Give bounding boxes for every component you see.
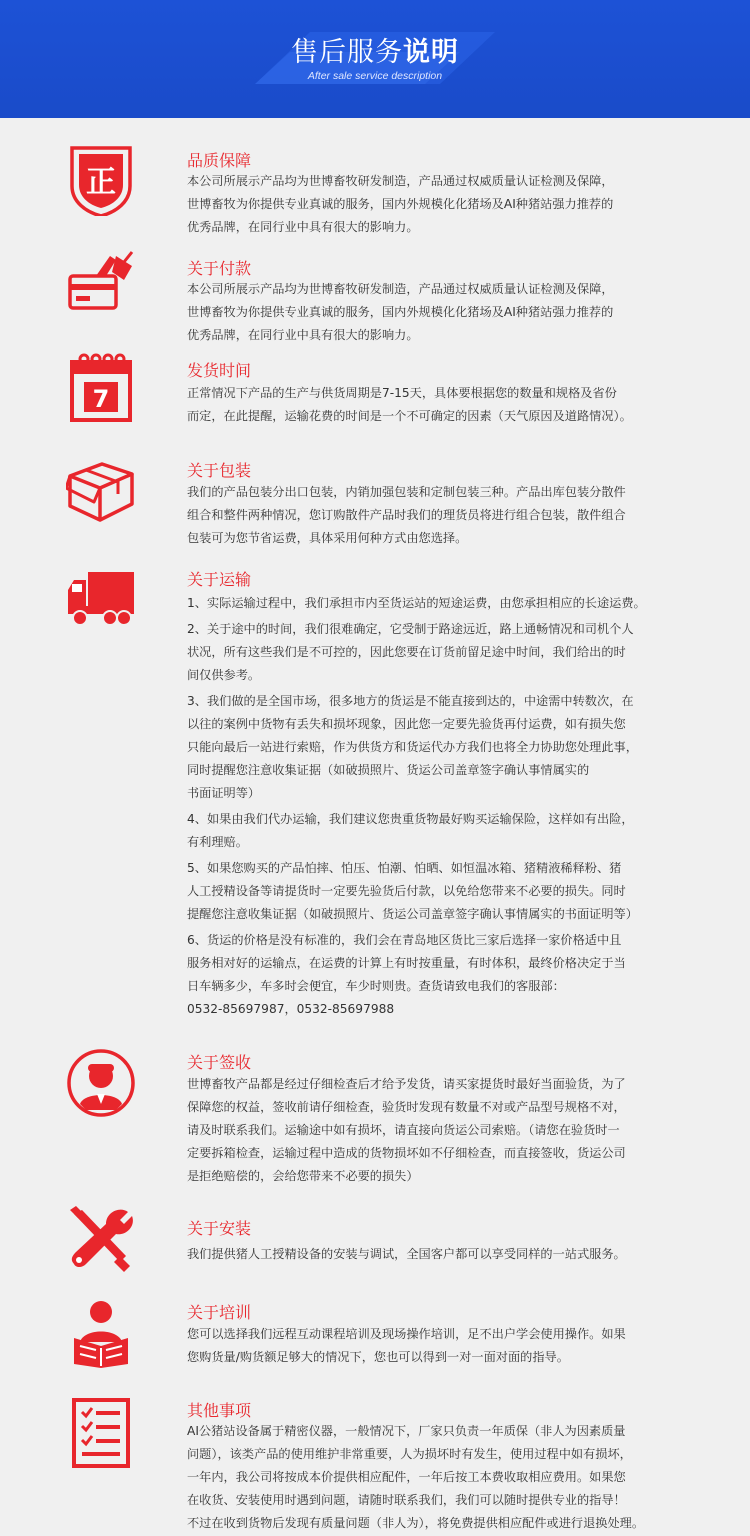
page-title: 售后服务说明	[291, 37, 459, 68]
package-box-icon	[66, 458, 136, 528]
reading-person-icon	[66, 1298, 136, 1368]
quality-shield-icon	[66, 146, 136, 216]
paragraph: 本公司所展示产品均为世博畜牧研发制造，产品通过权威质量认证检测及保障， 世博畜牧为你提供专业真诚的服务，国内外规模化化猪场及AI种猪站强力推荐的 优秀品牌，在同行业中具有很大的影响力。	[187, 282, 614, 342]
section-body	[187, 1073, 722, 1188]
section-title: 关于包装	[187, 461, 252, 480]
paragraph: 2、关于途中的时间，我们很难确定，它受制于路途远近，路上通畅情况和司机个人 状况，所有这些我们是不可控的，因此您要在订货前留足途中时间，我们给出的时 间仅供参考。	[187, 622, 634, 682]
paragraph: 6、货运的价格是没有标准的，我们会在青岛地区货比三家后选择一家价格适中且 服务相对好的运输点，在运费的计算上有时按重量，有时体积，最终价格决定于当 日车辆多少，车多时会便宜，车少时则贵。查货请致电我们的客服部： 0532-85697987，0532-85697988	[187, 933, 626, 1016]
paragraph: 3、我们做的是全国市场，很多地方的货运是不能直接到达的，中途需中转数次，在 以往的案例中货物有丢失和损坏现象，因此您一定要先验货再付运费，如有损失您 只能向最后一站进行索赔，作为供货方和货运代办方我们也将全力协助您处理此事， 同时提醒您注意收集证据（如破损照片、货运公司盖章签字确认事情属实的 书面证明等）	[187, 694, 638, 800]
truck-icon	[66, 566, 136, 636]
section-title: 发货时间	[187, 361, 252, 380]
paragraph: 本公司所展示产品均为世博畜牧研发制造，产品通过权威质量认证检测及保障， 世博畜牧为你提供专业真诚的服务，国内外规模化化猪场及AI种猪站强力推荐的 优秀品牌，在同行业中具有很大的影响力。	[187, 174, 614, 234]
section-body	[187, 278, 722, 347]
section-body	[187, 1323, 722, 1369]
section-title: 关于培训	[187, 1303, 252, 1322]
checklist-icon	[66, 1398, 136, 1468]
section-title: 其他事项	[187, 1401, 252, 1420]
calendar-icon	[66, 352, 136, 422]
section-body	[187, 481, 722, 550]
paragraph: 您可以选择我们远程互动课程培训及现场操作培训，足不出户学会使用操作。如果 您购货量/购货额足够大的情况下，您也可以得到一对一面对面的指导。	[187, 1327, 626, 1364]
section-title: 关于安装	[187, 1219, 252, 1238]
paragraph: 4、如果由我们代办运输，我们建议您贵重货物最好购买运输保险，这样如有出险， 有利理赔。	[187, 812, 634, 849]
section-title: 品质保障	[187, 151, 252, 170]
wrench-screwdriver-icon	[66, 1204, 136, 1274]
paragraph: 我们的产品包装分出口包装，内销加强包装和定制包装三种。产品出库包装分散件 组合和整件两种情况，您订购散件产品时我们的理货员将进行组合包装，散件组合 包装可为您节省运费，具体采用何种方式由您选择。	[187, 485, 626, 545]
svg-text:正: 正	[86, 165, 116, 200]
section-body	[187, 170, 722, 239]
paragraph: 世博畜牧产品都是经过仔细检查后才给予发货，请买家提货时最好当面验货，为了 保障您的权益，签收前请仔细检查，验货时发现有数量不对或产品型号规格不对， 请及时联系我们。运输途中如有损坏，请直接向货运公司索赔。（请您在验货时一 定要拆箱检查，运输过程中造成的货物损坏如不仔细检查，而直接签收，货运公司 是拒绝赔偿的，会给您带来不必要的损失）	[187, 1077, 626, 1183]
paragraph: 正常情况下产品的生产与供货周期是7-15天，具体要根据您的数量和规格及省份 而定，在此提醒，运输花费的时间是一个不可确定的因素（天气原因及道路情况）。	[187, 386, 632, 423]
paragraph: 1、实际运输过程中，我们承担市内至货运站的短途运费，由您承担相应的长途运费。	[187, 596, 646, 610]
paragraph: 我们提供猪人工授精设备的安装与调试，全国客户都可以享受同样的一站式服务。	[187, 1247, 626, 1261]
page-header	[0, 0, 750, 118]
section-title: 关于付款	[187, 259, 252, 278]
section-body	[187, 1420, 727, 1535]
section-title: 关于运输	[187, 570, 252, 589]
section-body	[187, 382, 722, 428]
svg-text:7: 7	[92, 385, 110, 413]
customer-service-icon	[66, 1048, 136, 1118]
payment-card-icon	[66, 250, 136, 320]
section-body	[187, 1243, 722, 1266]
paragraph: AI公猪站设备属于精密仪器，一般情况下，厂家只负责一年质保（非人为因素质量 问题），该类产品的使用维护非常重要，人为损坏时有发生，使用过程中如有损坏， 一年内，我公司将按成本价提供相应配件，一年后按工本费收取相应费用。如果您 在收货、安装使用时遇到问题，请随时联系我们，我们可以随时提供专业的指导！ 不过在收到货物后发现有质量问题（非人为），将免费提供相应配件或进行退换处理。	[187, 1424, 645, 1530]
section-body	[187, 592, 727, 1021]
section-title: 关于签收	[187, 1053, 252, 1072]
paragraph: 5、如果您购买的产品怕摔、怕压、怕潮、怕晒、如恒温冰箱、猪精液稀释粉、猪 人工授精设备等请提货时一定要先验货后付款，以免给您带来不必要的损失。同时 提醒您注意收集证据（如破损照片、货运公司盖章签字确认事情属实的书面证明等）	[187, 861, 638, 921]
page-subtitle: After sale service description	[307, 70, 443, 82]
